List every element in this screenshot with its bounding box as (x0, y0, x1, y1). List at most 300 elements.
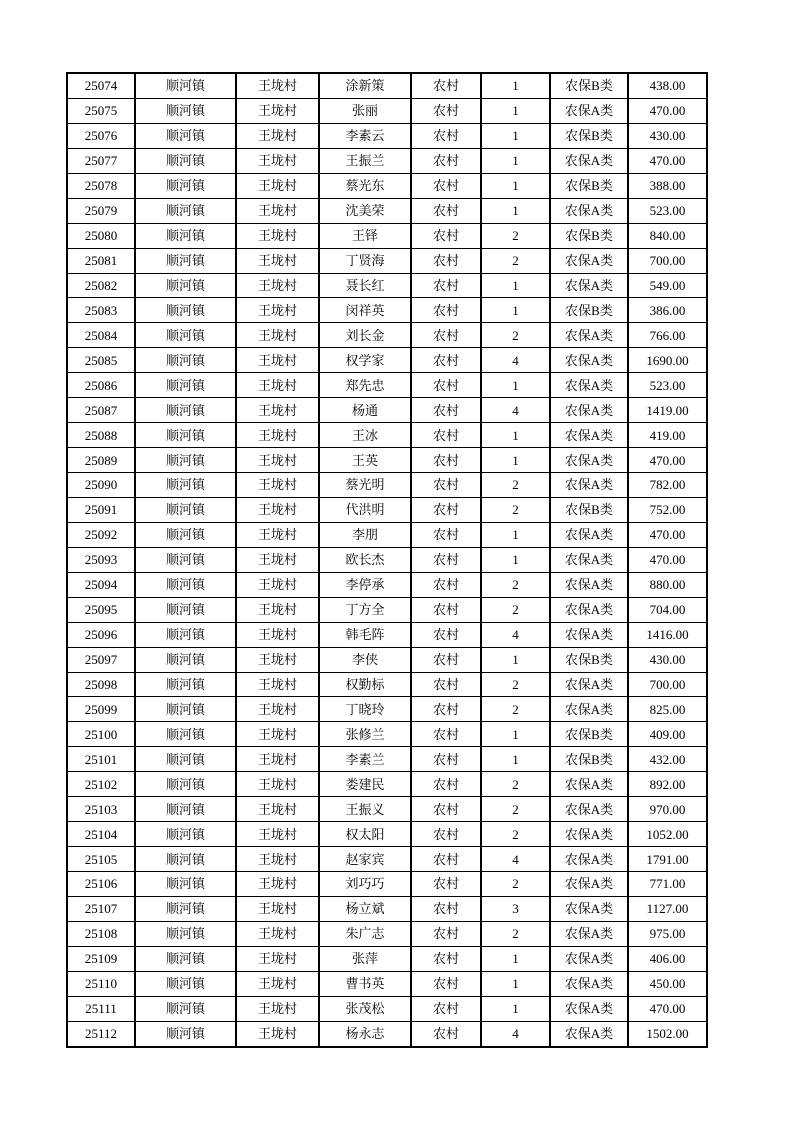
cell-residence-type: 农村 (411, 348, 481, 373)
cell-person-count: 1 (481, 971, 550, 996)
cell-residence-type: 农村 (411, 722, 481, 747)
cell-amount: 880.00 (628, 572, 707, 597)
cell-town: 顺河镇 (135, 173, 236, 198)
cell-record-id: 25096 (67, 622, 135, 647)
cell-insurance-category: 农保B类 (550, 647, 628, 672)
cell-person-name: 李素兰 (319, 747, 411, 772)
table-row (67, 373, 707, 398)
cell-village: 王垅村 (236, 123, 319, 148)
cell-record-id: 25082 (67, 273, 135, 298)
cell-residence-type: 农村 (411, 148, 481, 173)
cell-residence-type: 农村 (411, 173, 481, 198)
cell-person-count: 4 (481, 622, 550, 647)
cell-person-name: 李侠 (319, 647, 411, 672)
cell-village: 王垅村 (236, 722, 319, 747)
table-row (67, 273, 707, 298)
cell-town: 顺河镇 (135, 73, 236, 98)
cell-insurance-category: 农保A类 (550, 248, 628, 273)
cell-town: 顺河镇 (135, 473, 236, 498)
table-row (67, 747, 707, 772)
cell-town: 顺河镇 (135, 148, 236, 173)
cell-insurance-category: 农保A类 (550, 572, 628, 597)
table-row (67, 223, 707, 248)
cell-person-count: 1 (481, 722, 550, 747)
table-row (67, 448, 707, 473)
cell-residence-type: 农村 (411, 921, 481, 946)
cell-insurance-category: 农保A类 (550, 921, 628, 946)
cell-residence-type: 农村 (411, 772, 481, 797)
cell-person-name: 权学家 (319, 348, 411, 373)
table-body (67, 73, 707, 1047)
cell-residence-type: 农村 (411, 847, 481, 872)
cell-insurance-category: 农保A类 (550, 896, 628, 921)
cell-person-count: 1 (481, 148, 550, 173)
cell-residence-type: 农村 (411, 872, 481, 897)
cell-record-id: 25086 (67, 373, 135, 398)
cell-village: 王垅村 (236, 248, 319, 273)
cell-person-count: 1 (481, 996, 550, 1021)
cell-person-name: 蔡光明 (319, 473, 411, 498)
table-row (67, 572, 707, 597)
cell-insurance-category: 农保A类 (550, 423, 628, 448)
cell-insurance-category: 农保A类 (550, 946, 628, 971)
cell-amount: 766.00 (628, 323, 707, 348)
table-row (67, 248, 707, 273)
cell-residence-type: 农村 (411, 971, 481, 996)
cell-person-name: 丁方全 (319, 597, 411, 622)
cell-residence-type: 农村 (411, 423, 481, 448)
cell-amount: 470.00 (628, 148, 707, 173)
cell-person-name: 代洪明 (319, 497, 411, 522)
table-row (67, 647, 707, 672)
cell-insurance-category: 农保B类 (550, 497, 628, 522)
cell-insurance-category: 农保A类 (550, 198, 628, 223)
cell-person-count: 2 (481, 597, 550, 622)
cell-amount: 704.00 (628, 597, 707, 622)
cell-amount: 970.00 (628, 797, 707, 822)
table-row (67, 921, 707, 946)
cell-village: 王垅村 (236, 448, 319, 473)
cell-village: 王垅村 (236, 797, 319, 822)
cell-person-count: 1 (481, 373, 550, 398)
cell-person-count: 1 (481, 123, 550, 148)
cell-residence-type: 农村 (411, 996, 481, 1021)
table-row (67, 398, 707, 423)
cell-residence-type: 农村 (411, 747, 481, 772)
benefit-roster-table (66, 72, 708, 1048)
cell-person-count: 2 (481, 323, 550, 348)
table-row (67, 73, 707, 98)
cell-person-name: 曹书英 (319, 971, 411, 996)
cell-village: 王垅村 (236, 423, 319, 448)
cell-person-name: 刘巧巧 (319, 872, 411, 897)
cell-record-id: 25088 (67, 423, 135, 448)
cell-residence-type: 农村 (411, 946, 481, 971)
table-row (67, 323, 707, 348)
cell-village: 王垅村 (236, 971, 319, 996)
cell-amount: 1791.00 (628, 847, 707, 872)
cell-record-id: 25078 (67, 173, 135, 198)
cell-person-count: 1 (481, 73, 550, 98)
cell-insurance-category: 农保B类 (550, 123, 628, 148)
cell-town: 顺河镇 (135, 1021, 236, 1046)
cell-record-id: 25098 (67, 672, 135, 697)
cell-town: 顺河镇 (135, 622, 236, 647)
cell-amount: 1419.00 (628, 398, 707, 423)
cell-amount: 752.00 (628, 497, 707, 522)
cell-town: 顺河镇 (135, 123, 236, 148)
cell-residence-type: 农村 (411, 622, 481, 647)
cell-residence-type: 农村 (411, 98, 481, 123)
cell-town: 顺河镇 (135, 946, 236, 971)
cell-village: 王垅村 (236, 198, 319, 223)
cell-insurance-category: 农保A类 (550, 697, 628, 722)
cell-person-count: 2 (481, 497, 550, 522)
cell-village: 王垅村 (236, 323, 319, 348)
cell-residence-type: 农村 (411, 1021, 481, 1046)
cell-town: 顺河镇 (135, 572, 236, 597)
cell-residence-type: 农村 (411, 572, 481, 597)
cell-amount: 470.00 (628, 522, 707, 547)
cell-residence-type: 农村 (411, 223, 481, 248)
cell-village: 王垅村 (236, 622, 319, 647)
cell-town: 顺河镇 (135, 298, 236, 323)
cell-record-id: 25090 (67, 473, 135, 498)
cell-person-name: 王英 (319, 448, 411, 473)
cell-residence-type: 农村 (411, 672, 481, 697)
cell-village: 王垅村 (236, 747, 319, 772)
cell-residence-type: 农村 (411, 198, 481, 223)
cell-record-id: 25103 (67, 797, 135, 822)
cell-village: 王垅村 (236, 148, 319, 173)
cell-village: 王垅村 (236, 847, 319, 872)
cell-village: 王垅村 (236, 98, 319, 123)
cell-record-id: 25097 (67, 647, 135, 672)
cell-amount: 782.00 (628, 473, 707, 498)
cell-person-name: 张萍 (319, 946, 411, 971)
cell-village: 王垅村 (236, 872, 319, 897)
cell-insurance-category: 农保A类 (550, 872, 628, 897)
cell-residence-type: 农村 (411, 896, 481, 921)
cell-record-id: 25102 (67, 772, 135, 797)
cell-record-id: 25075 (67, 98, 135, 123)
cell-insurance-category: 农保B类 (550, 173, 628, 198)
cell-village: 王垅村 (236, 697, 319, 722)
cell-village: 王垅村 (236, 647, 319, 672)
cell-person-name: 杨通 (319, 398, 411, 423)
cell-person-name: 杨永志 (319, 1021, 411, 1046)
cell-residence-type: 农村 (411, 298, 481, 323)
cell-residence-type: 农村 (411, 797, 481, 822)
cell-town: 顺河镇 (135, 747, 236, 772)
cell-person-name: 王振义 (319, 797, 411, 822)
cell-town: 顺河镇 (135, 672, 236, 697)
cell-person-count: 2 (481, 697, 550, 722)
cell-person-name: 丁贤海 (319, 248, 411, 273)
cell-village: 王垅村 (236, 73, 319, 98)
cell-residence-type: 农村 (411, 597, 481, 622)
cell-residence-type: 农村 (411, 398, 481, 423)
cell-amount: 470.00 (628, 547, 707, 572)
table-row (67, 497, 707, 522)
cell-residence-type: 农村 (411, 123, 481, 148)
cell-record-id: 25108 (67, 921, 135, 946)
cell-town: 顺河镇 (135, 98, 236, 123)
cell-person-name: 欧长杰 (319, 547, 411, 572)
cell-record-id: 25091 (67, 497, 135, 522)
cell-person-count: 2 (481, 672, 550, 697)
table-row (67, 797, 707, 822)
cell-town: 顺河镇 (135, 971, 236, 996)
cell-village: 王垅村 (236, 173, 319, 198)
cell-record-id: 25101 (67, 747, 135, 772)
cell-person-name: 韩毛阵 (319, 622, 411, 647)
cell-village: 王垅村 (236, 1021, 319, 1046)
cell-insurance-category: 农保A类 (550, 398, 628, 423)
cell-record-id: 25109 (67, 946, 135, 971)
cell-town: 顺河镇 (135, 822, 236, 847)
cell-amount: 470.00 (628, 98, 707, 123)
cell-record-id: 25093 (67, 547, 135, 572)
cell-person-count: 2 (481, 822, 550, 847)
cell-village: 王垅村 (236, 273, 319, 298)
cell-person-count: 1 (481, 747, 550, 772)
table-row (67, 722, 707, 747)
cell-amount: 470.00 (628, 448, 707, 473)
cell-amount: 438.00 (628, 73, 707, 98)
table-row (67, 348, 707, 373)
cell-record-id: 25112 (67, 1021, 135, 1046)
cell-person-name: 聂长红 (319, 273, 411, 298)
table-row (67, 822, 707, 847)
cell-village: 王垅村 (236, 597, 319, 622)
cell-person-count: 2 (481, 473, 550, 498)
cell-amount: 388.00 (628, 173, 707, 198)
cell-town: 顺河镇 (135, 348, 236, 373)
cell-town: 顺河镇 (135, 448, 236, 473)
cell-person-count: 4 (481, 398, 550, 423)
cell-town: 顺河镇 (135, 522, 236, 547)
cell-person-name: 李素云 (319, 123, 411, 148)
cell-town: 顺河镇 (135, 597, 236, 622)
cell-record-id: 25089 (67, 448, 135, 473)
cell-town: 顺河镇 (135, 198, 236, 223)
cell-village: 王垅村 (236, 822, 319, 847)
cell-record-id: 25100 (67, 722, 135, 747)
cell-record-id: 25074 (67, 73, 135, 98)
cell-amount: 771.00 (628, 872, 707, 897)
cell-insurance-category: 农保A类 (550, 847, 628, 872)
cell-village: 王垅村 (236, 921, 319, 946)
cell-person-name: 郑先忠 (319, 373, 411, 398)
cell-insurance-category: 农保A类 (550, 797, 628, 822)
cell-record-id: 25092 (67, 522, 135, 547)
table-row (67, 1021, 707, 1046)
cell-town: 顺河镇 (135, 248, 236, 273)
cell-amount: 523.00 (628, 373, 707, 398)
table-row (67, 996, 707, 1021)
cell-person-name: 娄建民 (319, 772, 411, 797)
cell-insurance-category: 农保A类 (550, 148, 628, 173)
cell-village: 王垅村 (236, 398, 319, 423)
cell-person-name: 王冰 (319, 423, 411, 448)
cell-person-name: 王振兰 (319, 148, 411, 173)
cell-amount: 1416.00 (628, 622, 707, 647)
cell-amount: 1052.00 (628, 822, 707, 847)
cell-record-id: 25087 (67, 398, 135, 423)
cell-person-count: 1 (481, 98, 550, 123)
table-row (67, 123, 707, 148)
cell-amount: 450.00 (628, 971, 707, 996)
cell-person-count: 4 (481, 847, 550, 872)
cell-person-name: 赵家宾 (319, 847, 411, 872)
cell-residence-type: 农村 (411, 647, 481, 672)
cell-person-name: 权勤标 (319, 672, 411, 697)
cell-person-name: 闵祥英 (319, 298, 411, 323)
table-row (67, 896, 707, 921)
cell-village: 王垅村 (236, 547, 319, 572)
cell-record-id: 25079 (67, 198, 135, 223)
cell-insurance-category: 农保B类 (550, 298, 628, 323)
cell-amount: 430.00 (628, 647, 707, 672)
cell-town: 顺河镇 (135, 398, 236, 423)
table-row (67, 547, 707, 572)
cell-insurance-category: 农保A类 (550, 822, 628, 847)
table-row (67, 473, 707, 498)
table-row (67, 971, 707, 996)
cell-residence-type: 农村 (411, 522, 481, 547)
cell-town: 顺河镇 (135, 323, 236, 348)
table-row (67, 98, 707, 123)
cell-village: 王垅村 (236, 373, 319, 398)
cell-town: 顺河镇 (135, 896, 236, 921)
cell-insurance-category: 农保B类 (550, 747, 628, 772)
cell-record-id: 25111 (67, 996, 135, 1021)
cell-person-count: 1 (481, 298, 550, 323)
cell-person-name: 张丽 (319, 98, 411, 123)
cell-record-id: 25081 (67, 248, 135, 273)
cell-amount: 409.00 (628, 722, 707, 747)
cell-village: 王垅村 (236, 672, 319, 697)
cell-person-count: 1 (481, 198, 550, 223)
cell-record-id: 25084 (67, 323, 135, 348)
cell-insurance-category: 农保A类 (550, 273, 628, 298)
cell-insurance-category: 农保A类 (550, 98, 628, 123)
cell-town: 顺河镇 (135, 497, 236, 522)
cell-amount: 975.00 (628, 921, 707, 946)
cell-insurance-category: 农保A类 (550, 473, 628, 498)
cell-residence-type: 农村 (411, 248, 481, 273)
table-row (67, 697, 707, 722)
cell-record-id: 25083 (67, 298, 135, 323)
cell-person-name: 蔡光东 (319, 173, 411, 198)
cell-person-count: 2 (481, 248, 550, 273)
cell-village: 王垅村 (236, 772, 319, 797)
cell-town: 顺河镇 (135, 797, 236, 822)
cell-amount: 523.00 (628, 198, 707, 223)
cell-person-count: 1 (481, 173, 550, 198)
cell-person-name: 张修兰 (319, 722, 411, 747)
table-row (67, 423, 707, 448)
cell-insurance-category: 农保A类 (550, 597, 628, 622)
cell-amount: 1690.00 (628, 348, 707, 373)
cell-record-id: 25107 (67, 896, 135, 921)
cell-person-count: 3 (481, 896, 550, 921)
cell-village: 王垅村 (236, 946, 319, 971)
table-row (67, 597, 707, 622)
cell-insurance-category: 农保A类 (550, 672, 628, 697)
cell-residence-type: 农村 (411, 273, 481, 298)
cell-insurance-category: 农保B类 (550, 722, 628, 747)
cell-record-id: 25094 (67, 572, 135, 597)
table-row (67, 298, 707, 323)
cell-person-count: 2 (481, 872, 550, 897)
cell-insurance-category: 农保A类 (550, 522, 628, 547)
cell-person-name: 沈美荣 (319, 198, 411, 223)
cell-amount: 419.00 (628, 423, 707, 448)
cell-record-id: 25095 (67, 597, 135, 622)
cell-insurance-category: 农保A类 (550, 323, 628, 348)
cell-town: 顺河镇 (135, 373, 236, 398)
cell-town: 顺河镇 (135, 547, 236, 572)
cell-person-count: 2 (481, 772, 550, 797)
cell-insurance-category: 农保A类 (550, 772, 628, 797)
cell-person-name: 张茂松 (319, 996, 411, 1021)
table-row (67, 622, 707, 647)
cell-amount: 825.00 (628, 697, 707, 722)
cell-person-count: 1 (481, 522, 550, 547)
cell-insurance-category: 农保A类 (550, 1021, 628, 1046)
cell-person-name: 权太阳 (319, 822, 411, 847)
cell-residence-type: 农村 (411, 73, 481, 98)
cell-residence-type: 农村 (411, 323, 481, 348)
cell-person-name: 刘长金 (319, 323, 411, 348)
cell-amount: 406.00 (628, 946, 707, 971)
cell-village: 王垅村 (236, 522, 319, 547)
table-row (67, 872, 707, 897)
cell-residence-type: 农村 (411, 497, 481, 522)
cell-person-name: 丁晓玲 (319, 697, 411, 722)
cell-amount: 430.00 (628, 123, 707, 148)
cell-person-name: 杨立斌 (319, 896, 411, 921)
cell-person-name: 李朋 (319, 522, 411, 547)
cell-village: 王垅村 (236, 298, 319, 323)
cell-insurance-category: 农保A类 (550, 373, 628, 398)
cell-residence-type: 农村 (411, 822, 481, 847)
cell-residence-type: 农村 (411, 547, 481, 572)
cell-amount: 549.00 (628, 273, 707, 298)
cell-village: 王垅村 (236, 572, 319, 597)
cell-town: 顺河镇 (135, 921, 236, 946)
cell-amount: 386.00 (628, 298, 707, 323)
table-row (67, 672, 707, 697)
cell-person-count: 2 (481, 223, 550, 248)
cell-town: 顺河镇 (135, 423, 236, 448)
cell-person-count: 4 (481, 1021, 550, 1046)
cell-insurance-category: 农保B类 (550, 73, 628, 98)
cell-village: 王垅村 (236, 223, 319, 248)
table-row (67, 946, 707, 971)
table-row (67, 148, 707, 173)
cell-village: 王垅村 (236, 473, 319, 498)
cell-amount: 700.00 (628, 248, 707, 273)
cell-amount: 840.00 (628, 223, 707, 248)
cell-residence-type: 农村 (411, 448, 481, 473)
cell-amount: 1127.00 (628, 896, 707, 921)
cell-record-id: 25106 (67, 872, 135, 897)
cell-insurance-category: 农保A类 (550, 622, 628, 647)
table-row (67, 173, 707, 198)
